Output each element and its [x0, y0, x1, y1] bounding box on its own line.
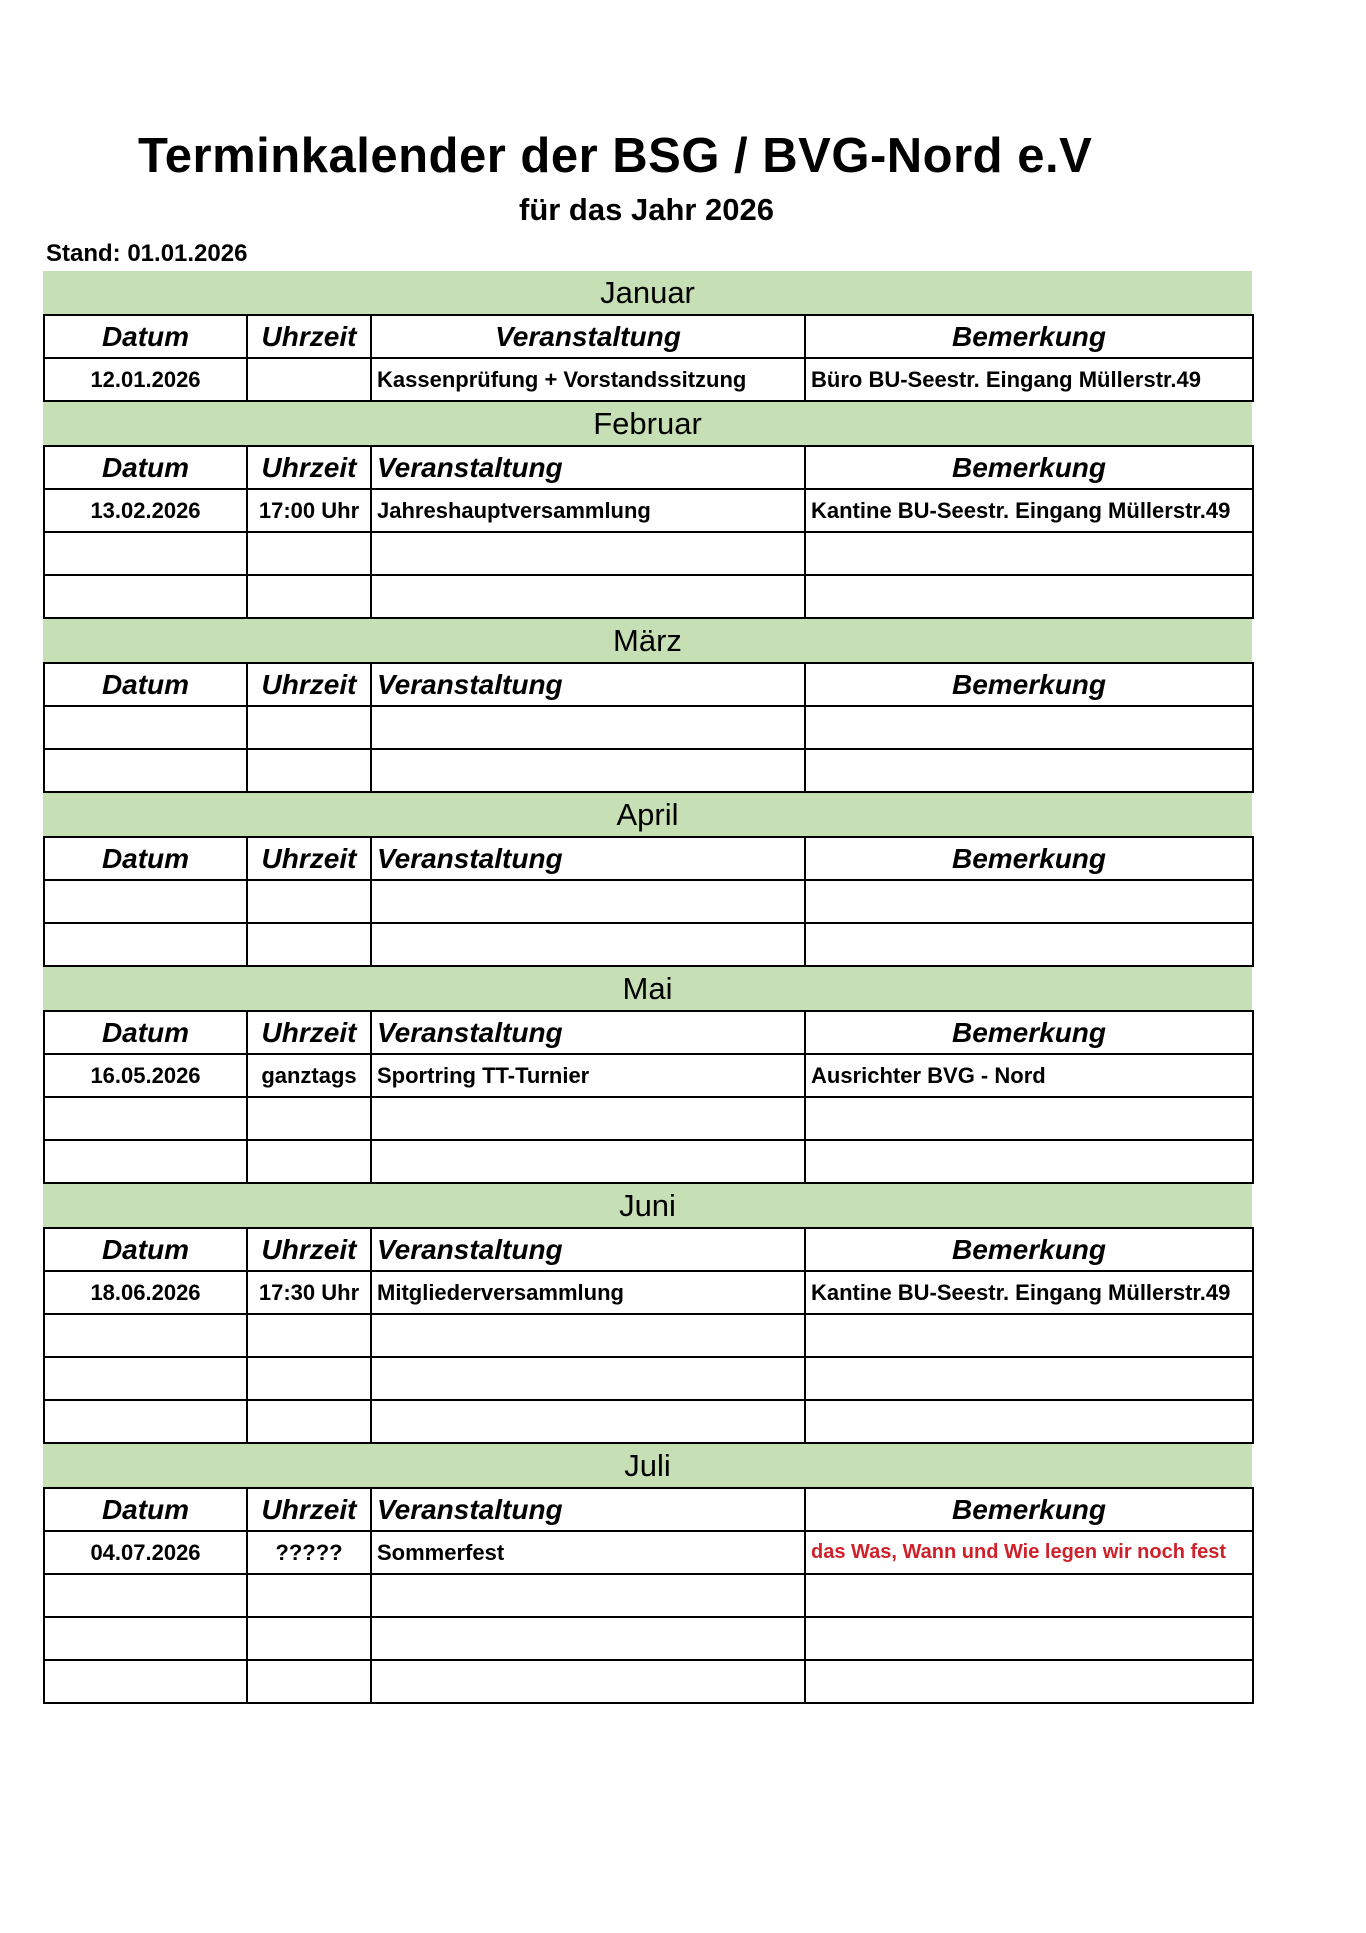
cell-veranstaltung — [371, 1400, 805, 1443]
table-row — [44, 1054, 1253, 1097]
column-header-uhrzeit: Uhrzeit — [247, 1228, 371, 1271]
cell-uhrzeit — [247, 1660, 371, 1703]
column-header-datum: Datum — [44, 663, 247, 706]
month-title: April — [43, 793, 1252, 836]
month-title: Mai — [43, 967, 1252, 1010]
month-section — [43, 793, 1252, 967]
column-header-veranstaltung: Veranstaltung — [371, 663, 805, 706]
cell-veranstaltung: Sportring TT-Turnier — [371, 1054, 805, 1097]
cell-bemerkung — [805, 1574, 1253, 1617]
table-row — [44, 1140, 1253, 1183]
table-row — [44, 880, 1253, 923]
column-header-bemerkung: Bemerkung — [805, 1228, 1253, 1271]
cell-uhrzeit — [247, 1097, 371, 1140]
cell-uhrzeit — [247, 706, 371, 749]
column-header-veranstaltung: Veranstaltung — [371, 315, 805, 358]
column-header-bemerkung: Bemerkung — [805, 837, 1253, 880]
cell-uhrzeit — [247, 1314, 371, 1357]
column-header-uhrzeit: Uhrzeit — [247, 837, 371, 880]
cell-bemerkung — [805, 1097, 1253, 1140]
page-title: Terminkalender der BSG / BVG-Nord e.V — [138, 129, 1093, 183]
cell-bemerkung: Ausrichter BVG - Nord — [805, 1054, 1253, 1097]
table-row — [44, 1574, 1253, 1617]
cell-veranstaltung — [371, 1314, 805, 1357]
cell-bemerkung — [805, 1357, 1253, 1400]
column-header-datum: Datum — [44, 1488, 247, 1531]
cell-uhrzeit — [247, 575, 371, 618]
column-header-veranstaltung: Veranstaltung — [371, 837, 805, 880]
month-title: Januar — [43, 271, 1252, 314]
cell-veranstaltung — [371, 1660, 805, 1703]
column-header-bemerkung: Bemerkung — [805, 1488, 1253, 1531]
table-row — [44, 1660, 1253, 1703]
column-header-bemerkung: Bemerkung — [805, 315, 1253, 358]
cell-bemerkung — [805, 1660, 1253, 1703]
column-header-bemerkung: Bemerkung — [805, 1011, 1253, 1054]
column-header-bemerkung: Bemerkung — [805, 446, 1253, 489]
cell-veranstaltung — [371, 532, 805, 575]
cell-datum — [44, 1400, 247, 1443]
table-row — [44, 532, 1253, 575]
month-title: Juni — [43, 1184, 1252, 1227]
calendar — [43, 271, 1252, 1704]
cell-veranstaltung — [371, 1140, 805, 1183]
table-row — [44, 1531, 1253, 1574]
cell-uhrzeit — [247, 1357, 371, 1400]
cell-uhrzeit — [247, 1140, 371, 1183]
cell-datum: 04.07.2026 — [44, 1531, 247, 1574]
cell-veranstaltung — [371, 749, 805, 792]
table-row — [44, 1314, 1253, 1357]
table-row — [44, 1617, 1253, 1660]
cell-uhrzeit — [247, 923, 371, 966]
cell-bemerkung — [805, 532, 1253, 575]
cell-veranstaltung: Kassenprüfung + Vorstandssitzung — [371, 358, 805, 401]
cell-datum — [44, 1574, 247, 1617]
month-section — [43, 1184, 1252, 1444]
cell-veranstaltung: Jahreshauptversammlung — [371, 489, 805, 532]
cell-bemerkung — [805, 1617, 1253, 1660]
cell-veranstaltung — [371, 880, 805, 923]
table-header-row — [44, 1228, 1253, 1271]
cell-bemerkung: Kantine BU-Seestr. Eingang Müllerstr.49 — [805, 1271, 1253, 1314]
column-header-datum: Datum — [44, 1011, 247, 1054]
table-row — [44, 1271, 1253, 1314]
column-header-datum: Datum — [44, 315, 247, 358]
table-header-row — [44, 446, 1253, 489]
cell-datum — [44, 880, 247, 923]
column-header-veranstaltung: Veranstaltung — [371, 1228, 805, 1271]
table-row — [44, 706, 1253, 749]
cell-veranstaltung — [371, 1574, 805, 1617]
cell-uhrzeit — [247, 532, 371, 575]
table-header-row — [44, 1488, 1253, 1531]
table-row — [44, 358, 1253, 401]
table-header-row — [44, 315, 1253, 358]
cell-uhrzeit: 17:00 Uhr — [247, 489, 371, 532]
cell-bemerkung — [805, 706, 1253, 749]
cell-veranstaltung: Sommerfest — [371, 1531, 805, 1574]
cell-veranstaltung: Mitgliederversammlung — [371, 1271, 805, 1314]
column-header-uhrzeit: Uhrzeit — [247, 315, 371, 358]
month-table — [43, 1227, 1254, 1444]
cell-datum: 13.02.2026 — [44, 489, 247, 532]
cell-datum — [44, 532, 247, 575]
month-section — [43, 402, 1252, 619]
cell-datum — [44, 1357, 247, 1400]
column-header-veranstaltung: Veranstaltung — [371, 1011, 805, 1054]
table-row — [44, 749, 1253, 792]
cell-datum — [44, 923, 247, 966]
table-row — [44, 1357, 1253, 1400]
month-table — [43, 836, 1254, 967]
cell-bemerkung: Kantine BU-Seestr. Eingang Müllerstr.49 — [805, 489, 1253, 532]
cell-bemerkung — [805, 575, 1253, 618]
cell-veranstaltung — [371, 1357, 805, 1400]
cell-datum: 18.06.2026 — [44, 1271, 247, 1314]
cell-bemerkung — [805, 749, 1253, 792]
cell-veranstaltung — [371, 706, 805, 749]
cell-uhrzeit — [247, 880, 371, 923]
month-title: März — [43, 619, 1252, 662]
column-header-veranstaltung: Veranstaltung — [371, 446, 805, 489]
column-header-uhrzeit: Uhrzeit — [247, 663, 371, 706]
cell-datum — [44, 1314, 247, 1357]
cell-datum — [44, 1617, 247, 1660]
cell-uhrzeit: ????? — [247, 1531, 371, 1574]
cell-bemerkung: das Was, Wann und Wie legen wir noch fest — [805, 1531, 1253, 1574]
cell-bemerkung — [805, 880, 1253, 923]
column-header-veranstaltung: Veranstaltung — [371, 1488, 805, 1531]
month-table — [43, 314, 1254, 402]
table-row — [44, 489, 1253, 532]
month-table — [43, 1487, 1254, 1704]
column-header-uhrzeit: Uhrzeit — [247, 1488, 371, 1531]
month-section — [43, 967, 1252, 1184]
cell-datum — [44, 1660, 247, 1703]
cell-datum: 16.05.2026 — [44, 1054, 247, 1097]
month-title: Februar — [43, 402, 1252, 445]
cell-datum: 12.01.2026 — [44, 358, 247, 401]
cell-datum — [44, 575, 247, 618]
cell-datum — [44, 749, 247, 792]
cell-bemerkung: Büro BU-Seestr. Eingang Müllerstr.49 — [805, 358, 1253, 401]
month-section — [43, 619, 1252, 793]
page-subtitle: für das Jahr 2026 — [519, 192, 775, 227]
cell-veranstaltung — [371, 1617, 805, 1660]
table-header-row — [44, 663, 1253, 706]
column-header-datum: Datum — [44, 1228, 247, 1271]
cell-datum — [44, 706, 247, 749]
cell-veranstaltung — [371, 923, 805, 966]
cell-datum — [44, 1140, 247, 1183]
month-title: Juli — [43, 1444, 1252, 1487]
month-table — [43, 445, 1254, 619]
month-table — [43, 662, 1254, 793]
table-header-row — [44, 837, 1253, 880]
month-section — [43, 271, 1252, 402]
cell-bemerkung — [805, 1314, 1253, 1357]
column-header-uhrzeit: Uhrzeit — [247, 1011, 371, 1054]
column-header-bemerkung: Bemerkung — [805, 663, 1253, 706]
column-header-datum: Datum — [44, 446, 247, 489]
cell-uhrzeit — [247, 358, 371, 401]
table-row — [44, 923, 1253, 966]
cell-veranstaltung — [371, 1097, 805, 1140]
column-header-datum: Datum — [44, 837, 247, 880]
cell-uhrzeit — [247, 749, 371, 792]
cell-uhrzeit — [247, 1400, 371, 1443]
cell-datum — [44, 1097, 247, 1140]
column-header-uhrzeit: Uhrzeit — [247, 446, 371, 489]
cell-bemerkung — [805, 1400, 1253, 1443]
table-row — [44, 575, 1253, 618]
month-section — [43, 1444, 1252, 1704]
table-header-row — [44, 1011, 1253, 1054]
cell-uhrzeit: 17:30 Uhr — [247, 1271, 371, 1314]
cell-veranstaltung — [371, 575, 805, 618]
cell-bemerkung — [805, 923, 1253, 966]
cell-uhrzeit — [247, 1617, 371, 1660]
cell-uhrzeit — [247, 1574, 371, 1617]
table-row — [44, 1097, 1253, 1140]
cell-uhrzeit: ganztags — [247, 1054, 371, 1097]
stand-date: Stand: 01.01.2026 — [46, 240, 248, 267]
cell-bemerkung — [805, 1140, 1253, 1183]
table-row — [44, 1400, 1253, 1443]
month-table — [43, 1010, 1254, 1184]
